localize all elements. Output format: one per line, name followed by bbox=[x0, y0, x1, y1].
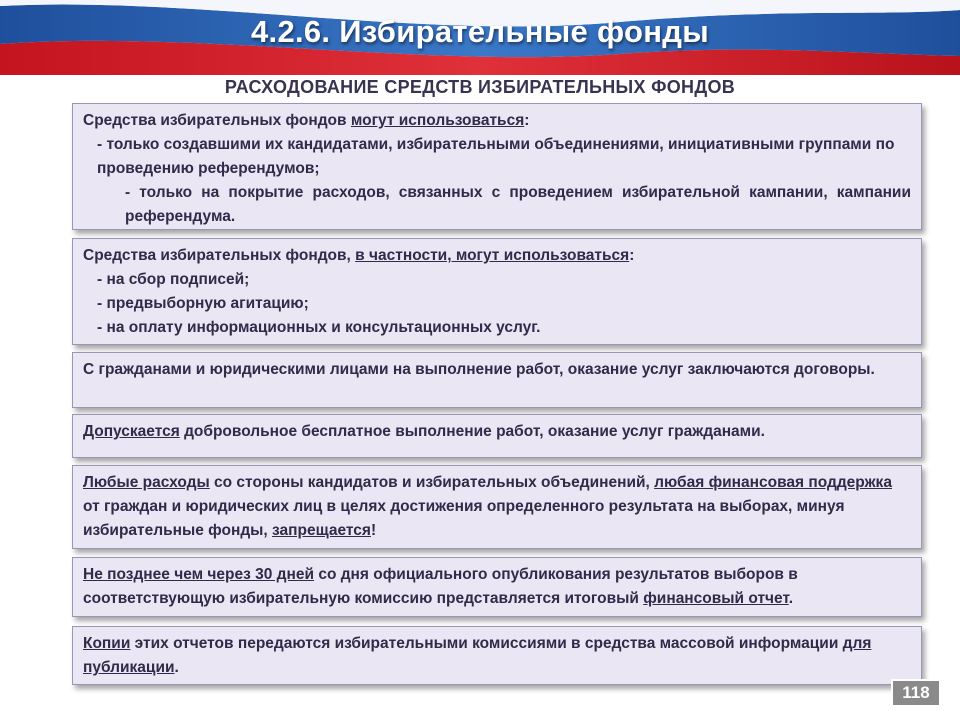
box-emphasis: Любые расходы bbox=[83, 474, 210, 491]
list-item: - на оплату информационных и консультационных услуг. bbox=[97, 319, 541, 336]
info-box-usage bbox=[72, 103, 922, 230]
box-text: С гражданами и юридическими лицами на выполнение работ, оказание услуг заключаются договоры. bbox=[83, 361, 875, 378]
box-text: . bbox=[788, 590, 793, 607]
list-item: - предвыборную агитацию; bbox=[97, 295, 309, 312]
box-text: со стороны кандидатов и избирательных объединений, bbox=[209, 474, 655, 491]
info-box-contracts bbox=[72, 352, 922, 408]
box-emphasis: Допускается bbox=[83, 423, 180, 440]
info-box-free-work bbox=[72, 414, 922, 458]
box-text: Средства избирательных фондов, bbox=[83, 247, 356, 264]
box-text: добровольное бесплатное выполнение работ, оказание услуг гражданами. bbox=[179, 423, 765, 440]
list-item: - только на покрытие расходов, связанных с проведением избирательной кампании, кампании референдума. bbox=[125, 184, 911, 225]
box-text-line bbox=[83, 471, 911, 543]
info-box-prohibition bbox=[72, 465, 922, 549]
box-text-line bbox=[83, 420, 911, 444]
box-emphasis: финансовый отчет bbox=[643, 590, 789, 607]
list-item: - на сбор подписей; bbox=[97, 271, 250, 288]
section-subtitle: РАСХОДОВАНИЕ СРЕДСТВ ИЗБИРАТЕЛЬНЫХ ФОНДОВ bbox=[224, 77, 736, 97]
box-text: . bbox=[174, 659, 179, 676]
box-emphasis: Не позднее чем через 30 дней bbox=[83, 566, 315, 583]
box-emphasis: в частности, могут использоваться bbox=[355, 247, 630, 264]
box-text: ! bbox=[370, 522, 377, 539]
page-number: 118 bbox=[893, 681, 939, 705]
box-emphasis: для публикации bbox=[83, 635, 872, 676]
box-text: этих отчетов передаются избирательными комиссиями в средства массовой информации bbox=[130, 635, 843, 652]
box-text-line bbox=[83, 563, 911, 611]
box-text: со дня официального опубликования результатов выборов в соответствующую избирательную комиссию представляется итоговый bbox=[83, 566, 798, 607]
box-text: : bbox=[629, 247, 635, 264]
info-box-final-report bbox=[72, 557, 922, 617]
page-number-badge bbox=[891, 679, 941, 707]
box-text: Средства избирательных фондов bbox=[83, 112, 351, 129]
box-text: от граждан и юридических лиц в целях достижения определенного результата на выборах, минуя избирательные фонды, bbox=[83, 498, 845, 539]
box-emphasis: могут использоваться bbox=[350, 112, 525, 129]
box-text-line bbox=[83, 632, 911, 680]
box-heading bbox=[83, 244, 911, 268]
info-box-specific-uses bbox=[72, 238, 922, 345]
box-emphasis: Копии bbox=[83, 635, 131, 652]
box-emphasis: запрещается bbox=[272, 522, 371, 539]
info-box-publication bbox=[72, 626, 922, 685]
box-text: : bbox=[524, 112, 530, 129]
list-item: - только создавшими их кандидатами, избирательными объединениями, инициативными группами по проведению референдумов; bbox=[97, 136, 895, 177]
box-heading bbox=[83, 109, 911, 133]
page-title: 4.2.6. Избирательные фонды bbox=[250, 14, 710, 49]
box-emphasis: любая финансовая поддержка bbox=[654, 474, 892, 491]
